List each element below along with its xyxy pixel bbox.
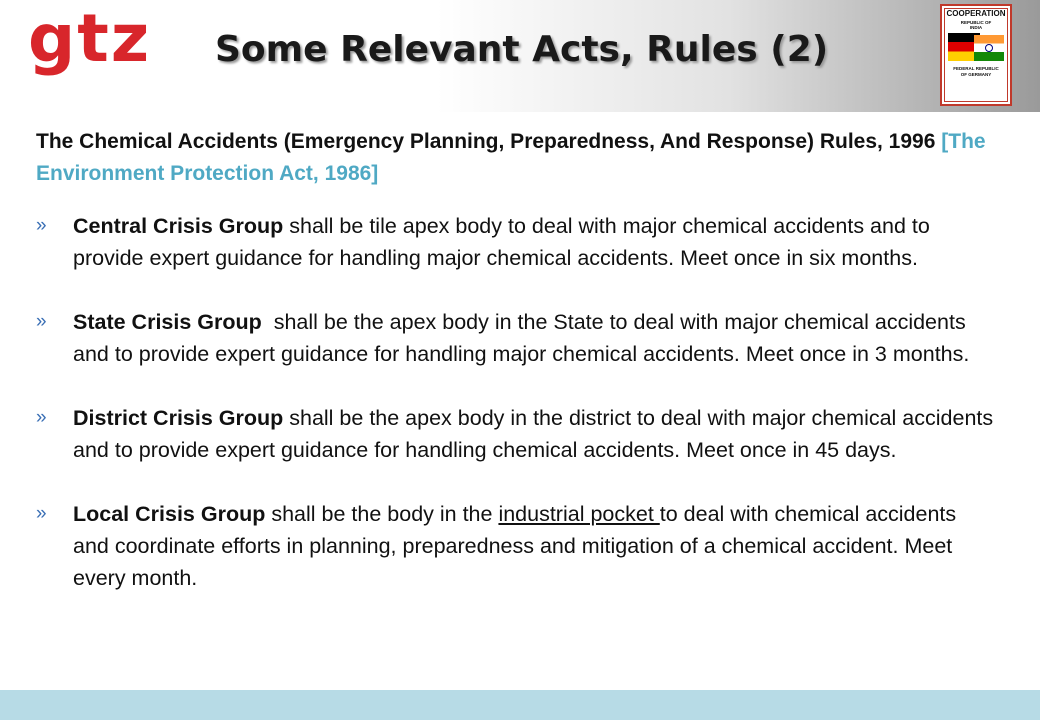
list-item-state xyxy=(36,306,996,370)
item-term: State Crisis Group xyxy=(73,310,262,334)
item-term: Central Crisis Group xyxy=(73,214,284,238)
badge-top-text: COOPERATION xyxy=(946,9,1006,18)
bullet-icon: » xyxy=(36,407,47,428)
item-term: District Crisis Group xyxy=(73,406,284,430)
crisis-group-list xyxy=(36,210,996,626)
item-term: Local Crisis Group xyxy=(73,502,266,526)
item-text: shall be the apex body in the district to deal with major chemical accidents and to provide expert guidance for handling chemical accidents. Meet once in 45 days. xyxy=(73,406,994,462)
item-text-before: shall be the body in the xyxy=(265,502,499,526)
slide-title: Some Relevant Acts, Rules (2) xyxy=(215,29,829,70)
intro-heading xyxy=(36,126,996,190)
intro-reference: [The Environment Protection Act, 1986] xyxy=(36,130,986,185)
item-text: shall be the apex body in the State to deal with major chemical accidents and to provide expert guidance for handling major chemical accidents. Meet once in 3 months. xyxy=(73,310,972,366)
intro-text: The Chemical Accidents (Emergency Planning, Preparedness, And Response) Rules, 1996 xyxy=(36,130,942,153)
bullet-icon: » xyxy=(36,311,47,332)
item-underlined-phrase: industrial pocket xyxy=(498,502,660,526)
gtz-logo: gtz xyxy=(28,0,152,77)
cooperation-badge xyxy=(940,4,1012,106)
list-item-local xyxy=(36,498,996,594)
badge-sub-text: REPUBLIC OF INDIA xyxy=(960,20,992,31)
badge-flags xyxy=(948,33,1004,63)
bullet-icon: » xyxy=(36,215,47,236)
item-text-after: to deal with chemical accidents and coordinate efforts in planning, preparedness and mitigation of a chemical accident. Meet every month. xyxy=(73,502,957,590)
footer-band xyxy=(0,690,1040,720)
bullet-icon: » xyxy=(36,503,47,524)
badge-bottom-text: FEDERAL REPUBLIC OF GERMANY xyxy=(953,66,999,77)
list-item-central xyxy=(36,210,996,274)
list-item-district xyxy=(36,402,996,466)
item-text: shall be tile apex body to deal with major chemical accidents and to provide expert guidance for handling major chemical accidents. Meet once in six months. xyxy=(73,214,930,270)
chakra-icon xyxy=(985,44,993,52)
india-flag-icon xyxy=(974,35,1004,61)
